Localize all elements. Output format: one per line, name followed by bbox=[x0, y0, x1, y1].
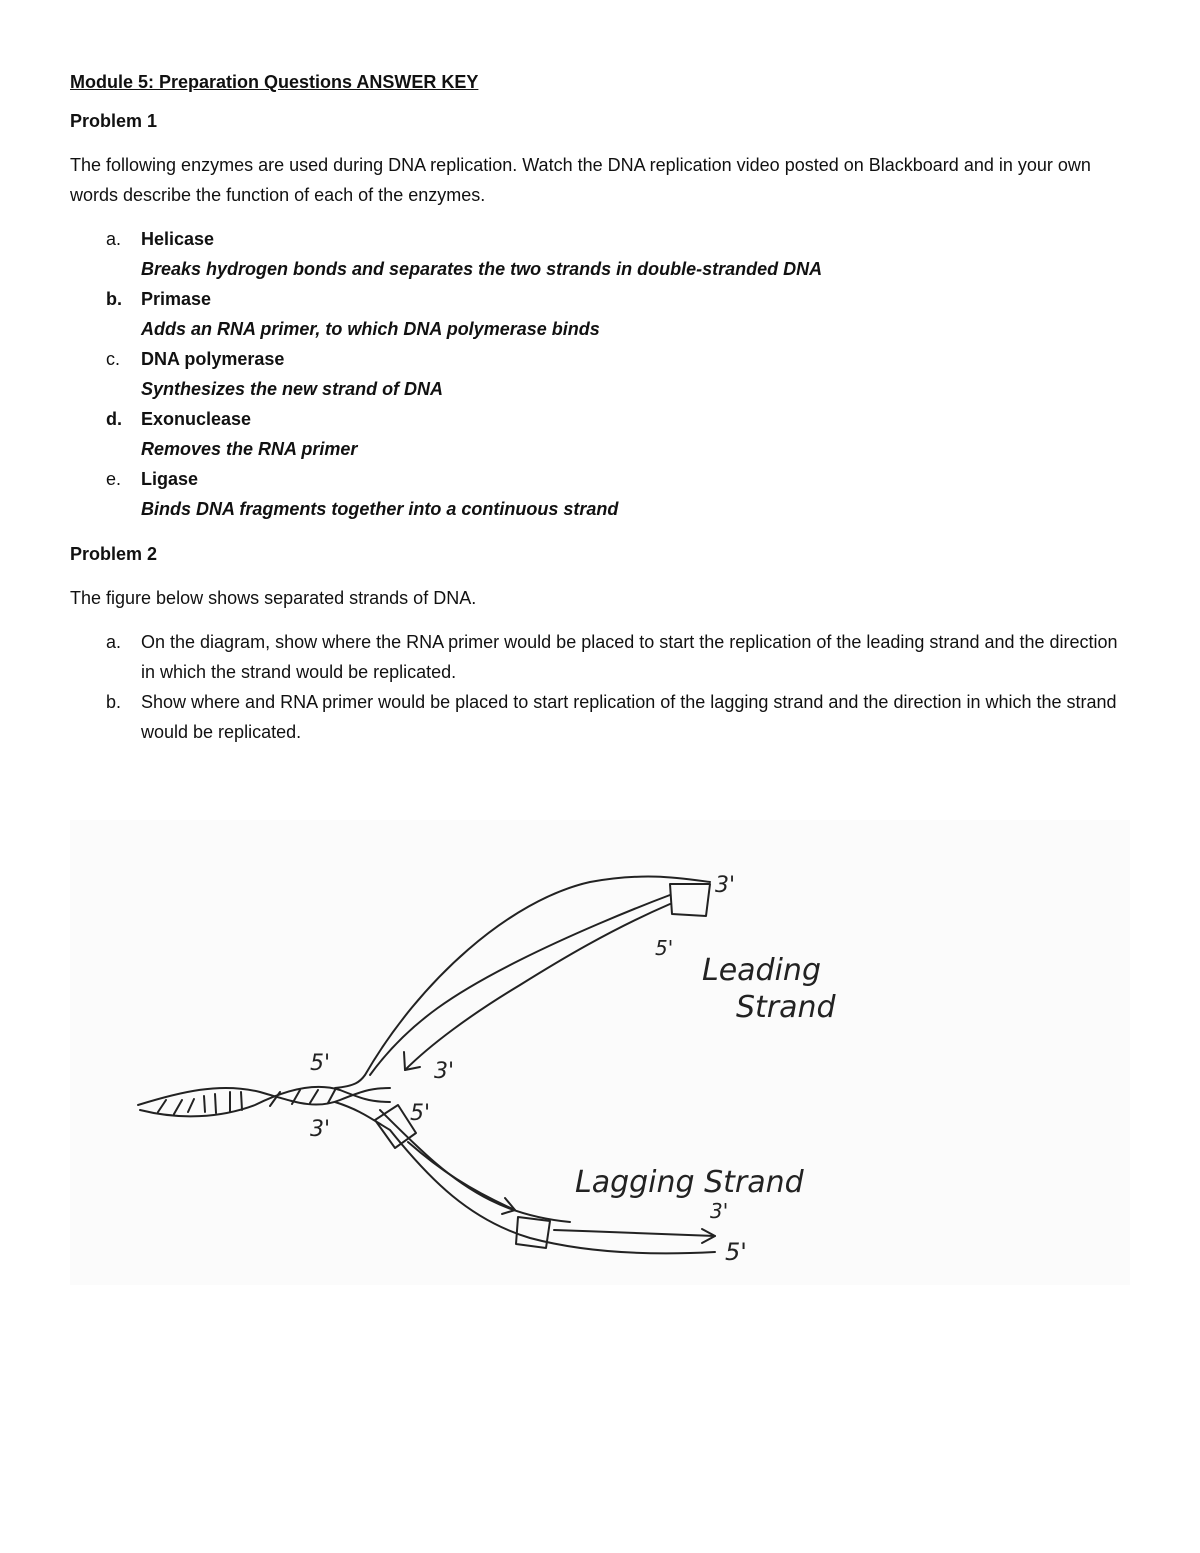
lagging-strand-label: Lagging Strand bbox=[575, 1165, 804, 1200]
lagging-five-prime-label: 5' bbox=[410, 1101, 431, 1126]
enzyme-name: Ligase bbox=[141, 469, 199, 489]
replication-fork-drawing bbox=[70, 820, 1130, 1285]
list-marker: c. bbox=[106, 349, 121, 369]
list-marker: a. bbox=[106, 229, 122, 249]
enzyme-answer: Binds DNA fragments together into a continuous strand bbox=[141, 499, 619, 519]
problem-2-intro: The figure below shows separated strands of DNA. bbox=[70, 588, 477, 608]
enzyme-name: Helicase bbox=[141, 229, 215, 249]
enzyme-answer: Removes the RNA primer bbox=[141, 439, 358, 459]
bottom-three-prime-label: 3' bbox=[710, 1199, 729, 1223]
problem-1-intro: The following enzymes are used during DNA replication. Watch the DNA replication video posted on Blackboard and in your own words describe the function of each of the enzymes. bbox=[70, 155, 1091, 205]
leading-label-line2: Strand bbox=[736, 990, 836, 1025]
list-marker: e. bbox=[106, 469, 122, 489]
problem-2-heading: Problem 2 bbox=[70, 544, 158, 564]
leading-end-three-prime-label: 3' bbox=[434, 1059, 455, 1084]
enzyme-answer: Synthesizes the new strand of DNA bbox=[141, 379, 444, 399]
page-title: Module 5: Preparation Questions ANSWER KEY bbox=[70, 72, 479, 92]
problem-1-heading: Problem 1 bbox=[70, 111, 158, 131]
enzyme-name: Exonuclease bbox=[141, 409, 252, 429]
enzyme-list bbox=[70, 224, 1130, 524]
helix-strand bbox=[140, 1087, 390, 1116]
enzyme-name: Primase bbox=[141, 289, 212, 309]
enzyme-name: DNA polymerase bbox=[141, 349, 285, 369]
enzyme-answer: Breaks hydrogen bonds and separates the two strands in double-stranded DNA bbox=[141, 259, 823, 279]
fork-three-prime-label: 3' bbox=[310, 1117, 331, 1142]
top-five-prime-label: 5' bbox=[655, 936, 674, 960]
enzyme-item bbox=[70, 344, 1130, 404]
question-text: Show where and RNA primer would be placed to start replication of the lagging strand and the direction in which the strand would be replicated. bbox=[141, 692, 1117, 742]
top-three-prime-label: 3' bbox=[715, 873, 736, 898]
enzyme-answer: Adds an RNA primer, to which DNA polymerase binds bbox=[141, 319, 600, 339]
question-item bbox=[70, 687, 1130, 747]
list-marker: d. bbox=[106, 409, 122, 429]
leading-strand-arrow bbox=[405, 904, 670, 1070]
question-text: On the diagram, show where the RNA primer would be placed to start the replication of the leading strand and the direction in which the strand would be replicated. bbox=[141, 632, 1118, 682]
bottom-five-prime-label: 5' bbox=[725, 1238, 747, 1266]
leading-primer-box bbox=[670, 884, 710, 916]
helix-strand bbox=[138, 1088, 390, 1105]
question-item bbox=[70, 627, 1130, 687]
lagging-template-strand-inner bbox=[380, 1110, 570, 1222]
question-list bbox=[70, 627, 1130, 747]
list-marker: b. bbox=[106, 692, 122, 712]
lagging-fragment-arrow bbox=[554, 1230, 715, 1236]
fork-five-prime-label: 5' bbox=[310, 1051, 331, 1076]
list-marker: b. bbox=[106, 289, 122, 309]
leading-label-line1: Leading bbox=[702, 953, 821, 988]
enzyme-item bbox=[70, 404, 1130, 464]
lagging-primer-box bbox=[516, 1217, 550, 1248]
enzyme-item bbox=[70, 464, 1130, 524]
enzyme-item bbox=[70, 224, 1130, 284]
dna-replication-figure bbox=[70, 820, 1130, 1285]
document-page bbox=[70, 72, 1130, 767]
enzyme-item bbox=[70, 284, 1130, 344]
list-marker: a. bbox=[106, 632, 122, 652]
